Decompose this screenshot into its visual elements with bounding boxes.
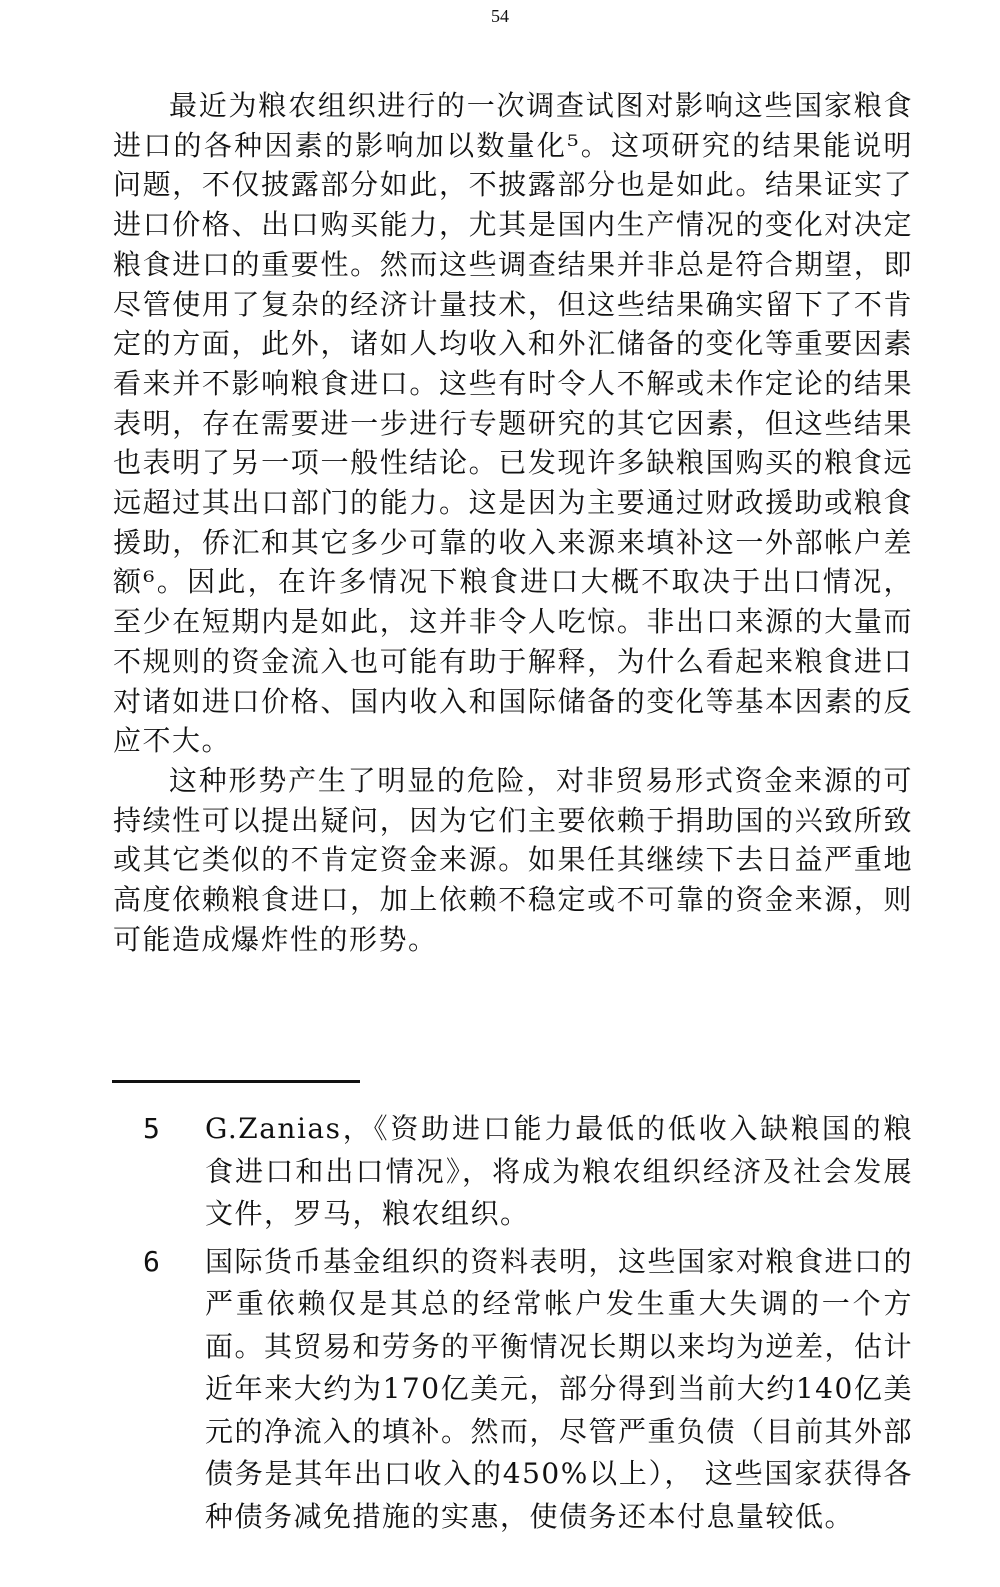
footnotes <box>113 1108 913 1538</box>
body-text <box>113 86 913 959</box>
footnote-text: G.Zanias，《资助进口能力最低的低收入缺粮国的粮食进口和出口情况》，将成为粮农组织经济及社会发展文件，罗马，粮农组织。 <box>205 1112 913 1230</box>
footnote-number: 6 <box>143 1244 162 1278</box>
paragraph: 这种形势产生了明显的危险，对非贸易形式资金来源的可持续性可以提出疑问，因为它们主要依赖于捐助国的兴致所致或其它类似的不肯定资金来源。如果任其继续下去日益严重地高度依赖粮食进口，加上依赖不稳定或不可靠的资金来源，则可能造成爆炸性的形势。 <box>113 763 913 956</box>
footnote-item <box>113 1241 913 1539</box>
footnote-item <box>113 1108 913 1236</box>
footnote-number: 5 <box>143 1112 162 1145</box>
footnote-text: 国际货币基金组织的资料表明，这些国家对粮食进口的严重依赖仅是其总的经常帐户发生重大失调的一个方面。其贸易和劳务的平衡情况长期以来均为逆差，估计近年来大约为170亿美元，部分得到当前大约140亿美元的净流入的填补。然而，尽管严重负债（目前其外部债务是其年出口收入的450%以上）， 这些国家获得各种债务减免措施的实惠，使债务还本付息量较低。 <box>205 1244 914 1533</box>
footnote-divider <box>112 1080 360 1083</box>
paragraph: 最近为粮农组织进行的一次调查试图对影响这些国家粮食进口的各种因素的影响加以数量化⁵。这项研究的结果能说明问题，不仅披露部分如此，不披露部分也是如此。结果证实了进口价格、出口购买能力，尤其是国内生产情况的变化对决定粮食进口的重要性。然而这些调查结果并非总是符合期望，即尽管使用了复杂的经济计量技术，但这些结果确实留下了不肯定的方面，此外，诸如人均收入和外汇储备的变化等重要因素看来并不影响粮食进口。这些有时令人不解或未作定论的结果表明，存在需要进一步进行专题研究的其它因素，但这些结果也表明了另一项一般性结论。已发现许多缺粮国购买的粮食远远超过其出口部门的能力。这是因为主要通过财政援助或粮食援助，侨汇和其它多少可靠的收入来源来填补这一外部帐户差额⁶。因此，在许多情况下粮食进口大概不取决于出口情况，至少在短期内是如此，这并非令人吃惊。非出口来源的大量而不规则的资金流入也可能有助于解释，为什么看起来粮食进口对诸如进口价格、国内收入和国际储备的变化等基本因素的反应不大。 <box>113 89 913 758</box>
page-number: 54 <box>491 6 509 26</box>
